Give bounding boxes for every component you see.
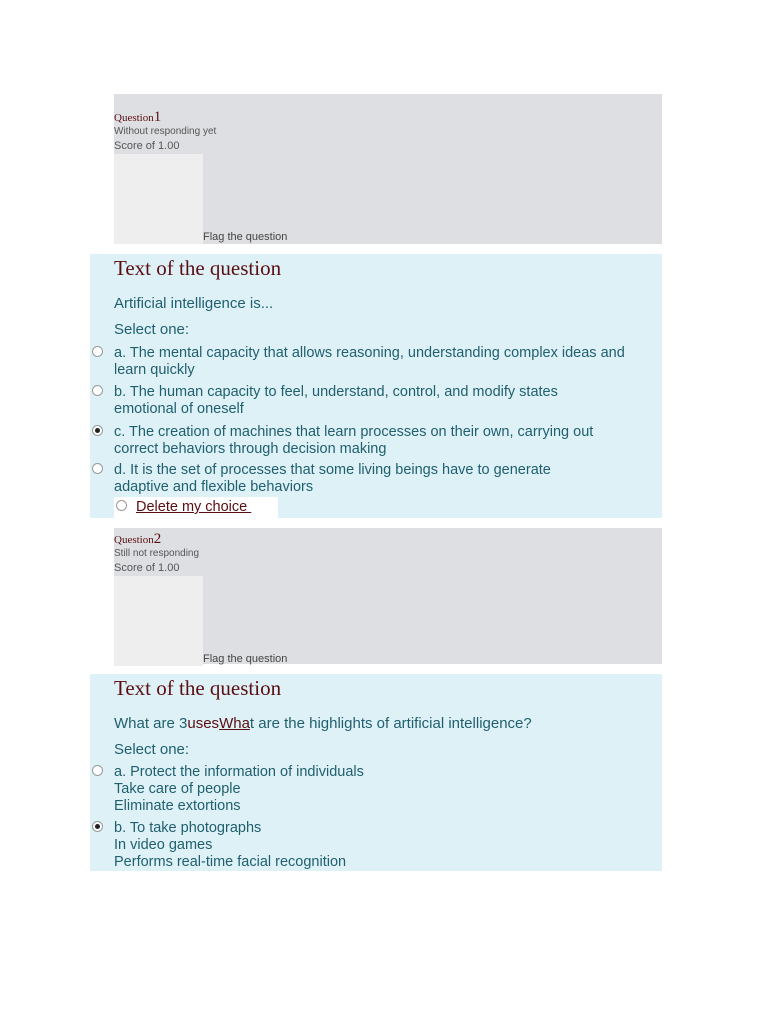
question-text-part: t are the highlights of artificial intelligence? <box>249 715 532 732</box>
answer-option-b[interactable] <box>90 384 630 418</box>
radio-button[interactable] <box>92 385 103 396</box>
option-text: adaptive and flexible behaviors <box>114 479 314 495</box>
radio-button[interactable] <box>92 346 103 357</box>
option-text: d. It is the set of processes that some living beings have to generate <box>114 462 551 478</box>
flag-question-link[interactable]: Flag the question <box>203 653 288 665</box>
question-2-content <box>90 674 662 871</box>
question-2-score: Score of 1.00 <box>114 562 180 574</box>
question-1-content <box>90 254 662 518</box>
option-text: a. Protect the information of individuals <box>114 764 364 780</box>
answer-option-b[interactable] <box>90 820 630 871</box>
answer-option-a[interactable] <box>90 345 630 379</box>
question-1-info <box>114 94 662 244</box>
question-2-info <box>114 528 662 664</box>
option-text: In video games <box>114 837 213 853</box>
question-text-highlight: uses <box>187 715 220 732</box>
delete-choice-link[interactable]: Delete my choice <box>136 499 252 515</box>
question-label-text: Question <box>114 112 154 124</box>
question-label-text: Question <box>114 534 154 546</box>
question-2-flag-row <box>114 576 662 666</box>
question-text-part: What are 3 <box>114 715 188 732</box>
radio-button-selected[interactable] <box>92 821 103 832</box>
option-text: a. The mental capacity that allows reasoning, understanding complex ideas and <box>114 345 625 361</box>
flag-icon[interactable] <box>114 154 203 244</box>
question-number: 1 <box>153 109 162 125</box>
option-text: correct behaviors through decision making <box>114 441 387 457</box>
question-1-flag-row <box>114 154 662 244</box>
question-number: 2 <box>153 531 162 547</box>
question-text-heading: Text of the question <box>114 676 282 700</box>
option-text: b. To take photographs <box>114 820 262 836</box>
radio-button-selected[interactable] <box>92 425 103 436</box>
question-text <box>114 715 532 733</box>
question-text: Artificial intelligence is... <box>114 295 274 312</box>
delete-choice-row[interactable] <box>114 499 274 519</box>
option-text: Eliminate extortions <box>114 798 241 814</box>
question-text-underline: Wha <box>219 715 250 732</box>
select-one-label: Select one: <box>114 321 190 338</box>
flag-question-link[interactable]: Flag the question <box>203 231 288 243</box>
question-2-label <box>114 532 662 547</box>
question-1-state: Without responding yet <box>114 126 217 137</box>
answer-option-a[interactable] <box>90 764 630 815</box>
flag-icon[interactable] <box>114 576 203 666</box>
option-text: b. The human capacity to feel, understand, control, and modify states <box>114 384 558 400</box>
option-text: emotional of oneself <box>114 401 244 417</box>
option-text: Performs real-time facial recognition <box>114 854 347 870</box>
option-text: learn quickly <box>114 362 195 378</box>
answer-option-c[interactable] <box>90 424 630 458</box>
question-text-heading: Text of the question <box>114 256 282 280</box>
question-1-score: Score of 1.00 <box>114 140 180 152</box>
select-one-label: Select one: <box>114 741 190 758</box>
radio-button[interactable] <box>116 500 127 511</box>
radio-button[interactable] <box>92 765 103 776</box>
radio-button[interactable] <box>92 463 103 474</box>
answer-option-d[interactable] <box>90 462 630 496</box>
question-2-state: Still not responding <box>114 548 200 559</box>
option-text: Take care of people <box>114 781 241 797</box>
question-1-label <box>114 110 662 125</box>
option-text: c. The creation of machines that learn processes on their own, carrying out <box>114 424 594 440</box>
